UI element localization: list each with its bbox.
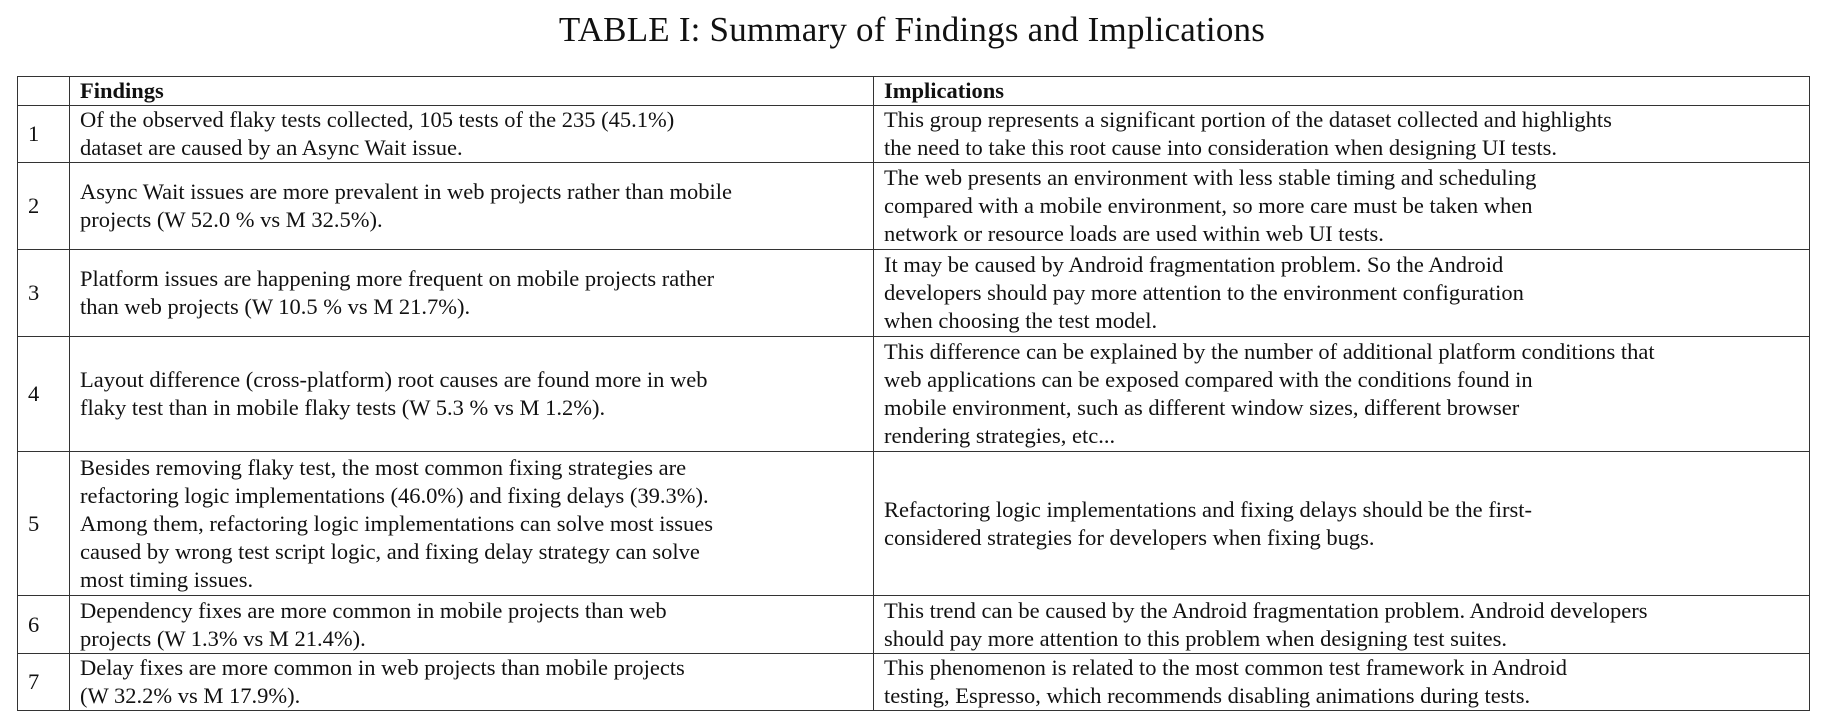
findings-table xyxy=(17,76,1810,711)
row-number: 6 xyxy=(18,596,70,654)
implication-text: Refactoring logic implementations and fixing delays should be the first- considered strategies for developers when fixing bugs. xyxy=(884,496,1532,550)
finding-text: Of the observed flaky tests collected, 105 tests of the 235 (45.1%) dataset are caused by an Async Wait issue. xyxy=(80,107,675,160)
implication-cell xyxy=(874,452,1810,596)
finding-cell xyxy=(70,163,874,250)
implication-text: This phenomenon is related to the most common test framework in Android testing, Espresso, which recommends disabling animations during tests. xyxy=(884,655,1567,708)
table-row xyxy=(18,106,1810,163)
row-number: 7 xyxy=(18,654,70,711)
table-row xyxy=(18,596,1810,654)
row-number: 1 xyxy=(18,106,70,163)
implication-cell xyxy=(874,250,1810,337)
finding-text: Besides removing flaky test, the most common fixing strategies are refactoring logic implementations (46.0%) and fixing delays (39.3%). Among them, refactoring logic implementations can solve most issues caused by wrong test script logic, and fixing delay strategy can solve most timing issues. xyxy=(80,454,713,592)
implication-cell xyxy=(874,337,1810,452)
finding-text: Layout difference (cross-platform) root causes are found more in web flaky test than in mobile flaky tests (W 5.3 % vs M 1.2%). xyxy=(80,367,708,420)
table-row xyxy=(18,452,1810,596)
implication-cell xyxy=(874,596,1810,654)
implication-text: It may be caused by Android fragmentation problem. So the Android developers should pay more attention to the environment configuration when choosing the test model. xyxy=(884,252,1524,333)
implication-text: This group represents a significant portion of the dataset collected and highlights the need to take this root cause into consideration when designing UI tests. xyxy=(884,107,1612,160)
finding-text: Delay fixes are more common in web projects than mobile projects (W 32.2% vs M 17.9%). xyxy=(80,655,685,708)
table-row xyxy=(18,337,1810,452)
finding-text: Async Wait issues are more prevalent in web projects rather than mobile projects (W 52.0 % vs M 32.5%). xyxy=(80,179,732,232)
finding-cell xyxy=(70,106,874,163)
table-row xyxy=(18,163,1810,250)
finding-cell xyxy=(70,250,874,337)
row-number: 4 xyxy=(18,337,70,452)
row-number: 5 xyxy=(18,452,70,596)
implication-text: The web presents an environment with less stable timing and scheduling compared with a mobile environment, so more care must be taken when network or resource loads are used within web UI tests. xyxy=(884,165,1537,246)
implication-cell xyxy=(874,106,1810,163)
table-row xyxy=(18,250,1810,337)
finding-cell xyxy=(70,596,874,654)
header-findings: Findings xyxy=(70,77,874,106)
finding-text: Platform issues are happening more frequent on mobile projects rather than web projects (W 10.5 % vs M 21.7%). xyxy=(80,266,715,319)
row-number: 2 xyxy=(18,163,70,250)
finding-cell xyxy=(70,654,874,711)
header-number xyxy=(18,77,70,106)
finding-cell xyxy=(70,452,874,596)
finding-cell xyxy=(70,337,874,452)
header-implications: Implications xyxy=(874,77,1810,106)
row-number: 3 xyxy=(18,250,70,337)
table-row xyxy=(18,654,1810,711)
header-row xyxy=(18,77,1810,106)
table-caption: TABLE I: Summary of Findings and Implications xyxy=(558,10,1266,49)
implication-text: This trend can be caused by the Android fragmentation problem. Android developers should pay more attention to this problem when designing test suites. xyxy=(884,597,1648,651)
implication-text: This difference can be explained by the number of additional platform conditions that web applications can be exposed compared with the conditions found in mobile environment, such as different window sizes, different browser rendering strategies, etc... xyxy=(884,339,1655,448)
finding-text: Dependency fixes are more common in mobile projects than web projects (W 1.3% vs M 21.4%). xyxy=(80,597,667,651)
implication-cell xyxy=(874,654,1810,711)
implication-cell xyxy=(874,163,1810,250)
